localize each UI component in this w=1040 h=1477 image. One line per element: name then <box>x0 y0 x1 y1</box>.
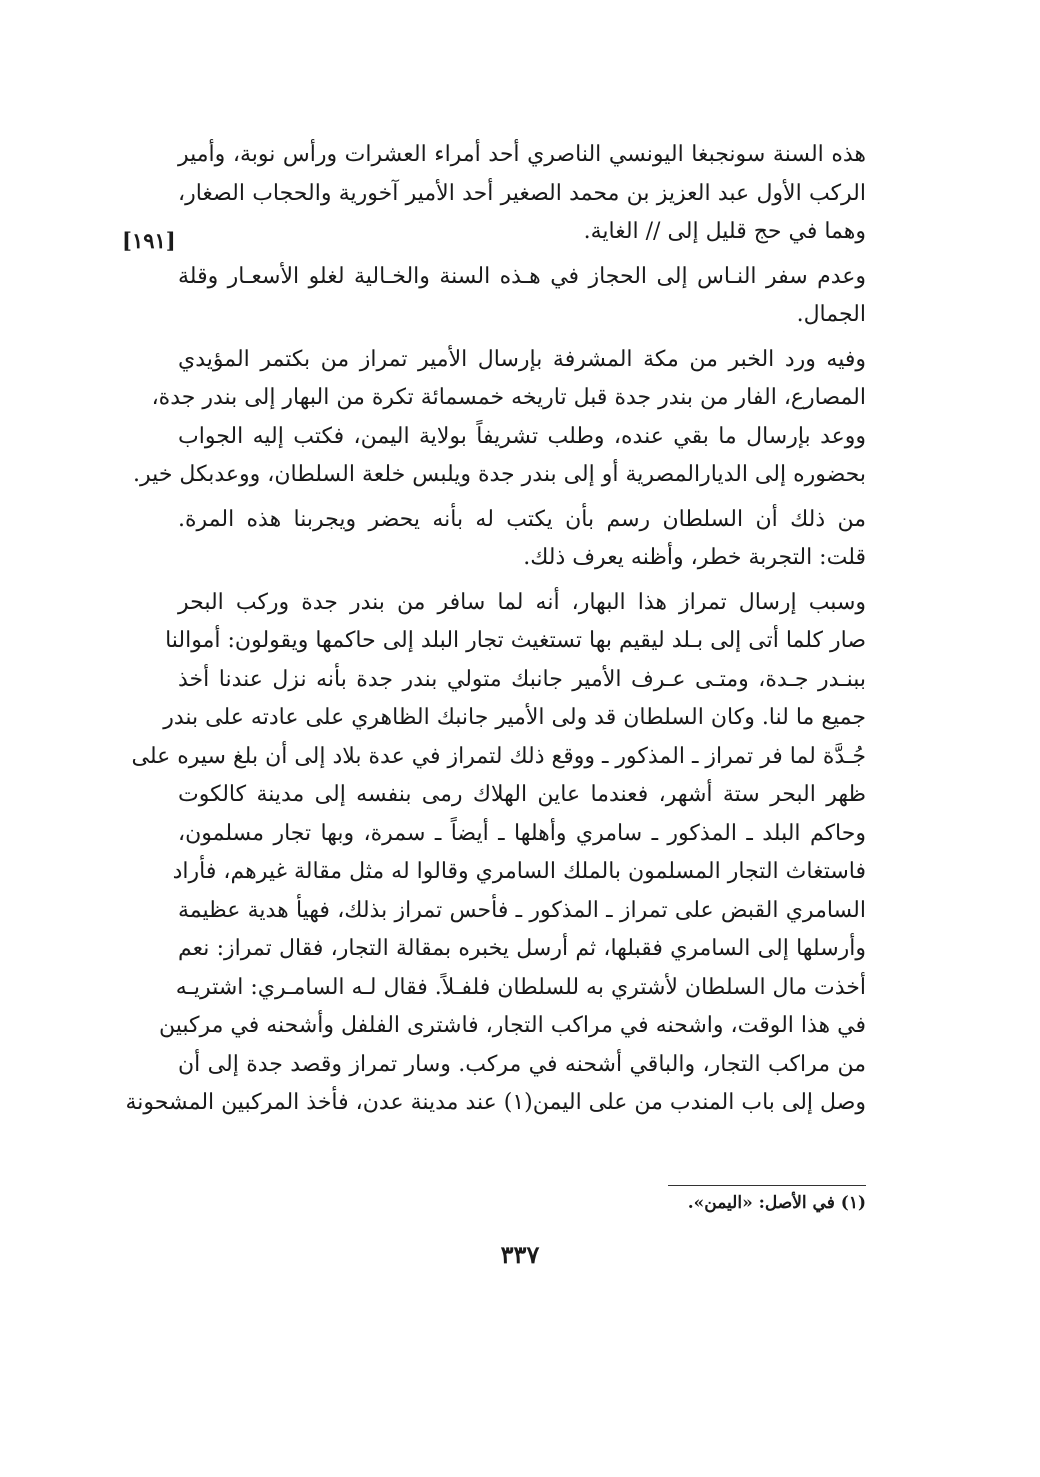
text-line: صار كلما أتى إلى بـلد ليقيم بها تستغيث تجار البلد إلى حاكمها ويقولون: أموالنا <box>165 628 866 653</box>
paragraph <box>178 136 866 252</box>
margin-reference: [١٩١] <box>122 228 176 253</box>
paragraph <box>125 584 866 1123</box>
page-number: ٣٣٧ <box>500 1240 540 1269</box>
paragraph <box>178 258 866 335</box>
text-line: فاستغاث التجار المسلمون بالملك السامري وقالوا له مثل مقالة غيرهم، فأراد <box>172 859 866 884</box>
text-line: السامري القبض على تمراز ـ المذكور ـ فأحس تمراز بذلك، فهيأ هدية عظيمة <box>178 897 866 923</box>
text-line: من ذلك أن السلطان رسم بأن يكتب له بأنه يحضر ويجربنا هذه المرة. <box>178 506 866 532</box>
text-line: ببنـدر جـدة، ومتـى عـرف الأمير جانبك متولي بندر جدة بأنه نزل عندنا أخذ <box>178 666 866 692</box>
text-line: قلت: التجربة خطر، وأظنه يعرف ذلك. <box>523 545 866 570</box>
text-line: جُـدَّة لما فر تمراز ـ المذكور ـ ووقع ذلك لتمراز في عدة بلاد إلى أن بلغ سيره على <box>131 743 866 769</box>
text-line: الركب الأول عبد العزيز بن محمد الصغير أحد الأمير آخورية والحجاب الصغار، <box>178 180 866 206</box>
text-line: الجمال. <box>796 302 866 327</box>
text-line: هذه السنة سونجبغا اليونسي الناصري أحد أمراء العشرات ورأس نوبة، وأمير <box>178 142 866 167</box>
footnote: (١) في الأصل: «اليمن». <box>687 1193 866 1213</box>
paragraph <box>133 341 866 495</box>
text-line: المصارع، الفار من بندر جدة قبل تاريخه خمسمائة تكرة من البهار إلى بندر جدة، <box>151 385 866 410</box>
text-line: وأرسلها إلى السامري فقبلها، ثم أرسل يخبره بمقالة التجار، فقال تمراز: نعم <box>178 936 866 961</box>
text-line: وصل إلى باب المندب من على اليمن(١) عند مدينة عدن، فأخذ المركبين المشحونة <box>125 1090 866 1115</box>
text-line: بحضوره إلى الديارالمصرية أو إلى بندر جدة ويلبس خلعة السلطان، ووعدبكل خير. <box>133 462 866 487</box>
text-line: جميع ما لنا. وكان السلطان قد ولى الأمير جانبك الظاهري على عادته على بندر <box>163 705 866 730</box>
text-line: وفيه ورد الخبر من مكة المشرفة بإرسال الأمير تمراز من بكتمر المؤيدي <box>178 346 866 372</box>
text-line: ووعد بإرسال ما بقي عنده، وطلب تشريفاً بولاية اليمن، فكتب إليه الجواب <box>178 423 866 449</box>
text-line: من مراكب التجار، والباقي أشحنه في مركب. وسار تمراز وقصد جدة إلى أن <box>178 1051 866 1077</box>
text-line: وعدم سفر النـاس إلى الحجاز في هـذه السنة والخـالية لغلو الأسعـار وقلة <box>178 263 866 289</box>
text-line: أخذت مال السلطان لأشتري به للسلطان فلفـلاً. فقال لـه السامـري: اشتريـه <box>175 974 866 1000</box>
text-line: وهما في حج قليل إلى // الغاية. <box>583 219 866 244</box>
text-line: وسبب إرسال تمراز هذا البهار، أنه لما سافر من بندر جدة وركب البحر <box>178 589 866 615</box>
text-line: في هذا الوقت، واشحنه في مراكب التجار، فاشترى الفلفل وأشحنه في مركبين <box>158 1013 866 1038</box>
text-line: وحاكم البلد ـ المذكور ـ سامري وأهلها ـ أيضاً ـ سمرة، وبها تجار مسلمون، <box>178 820 866 846</box>
text-line: ظهر البحر ستة أشهر، فعندما عاين الهلاك رمى بنفسه إلى مدينة كالكوت <box>178 782 866 807</box>
paragraph <box>178 501 866 578</box>
footnote-divider <box>668 1185 866 1186</box>
